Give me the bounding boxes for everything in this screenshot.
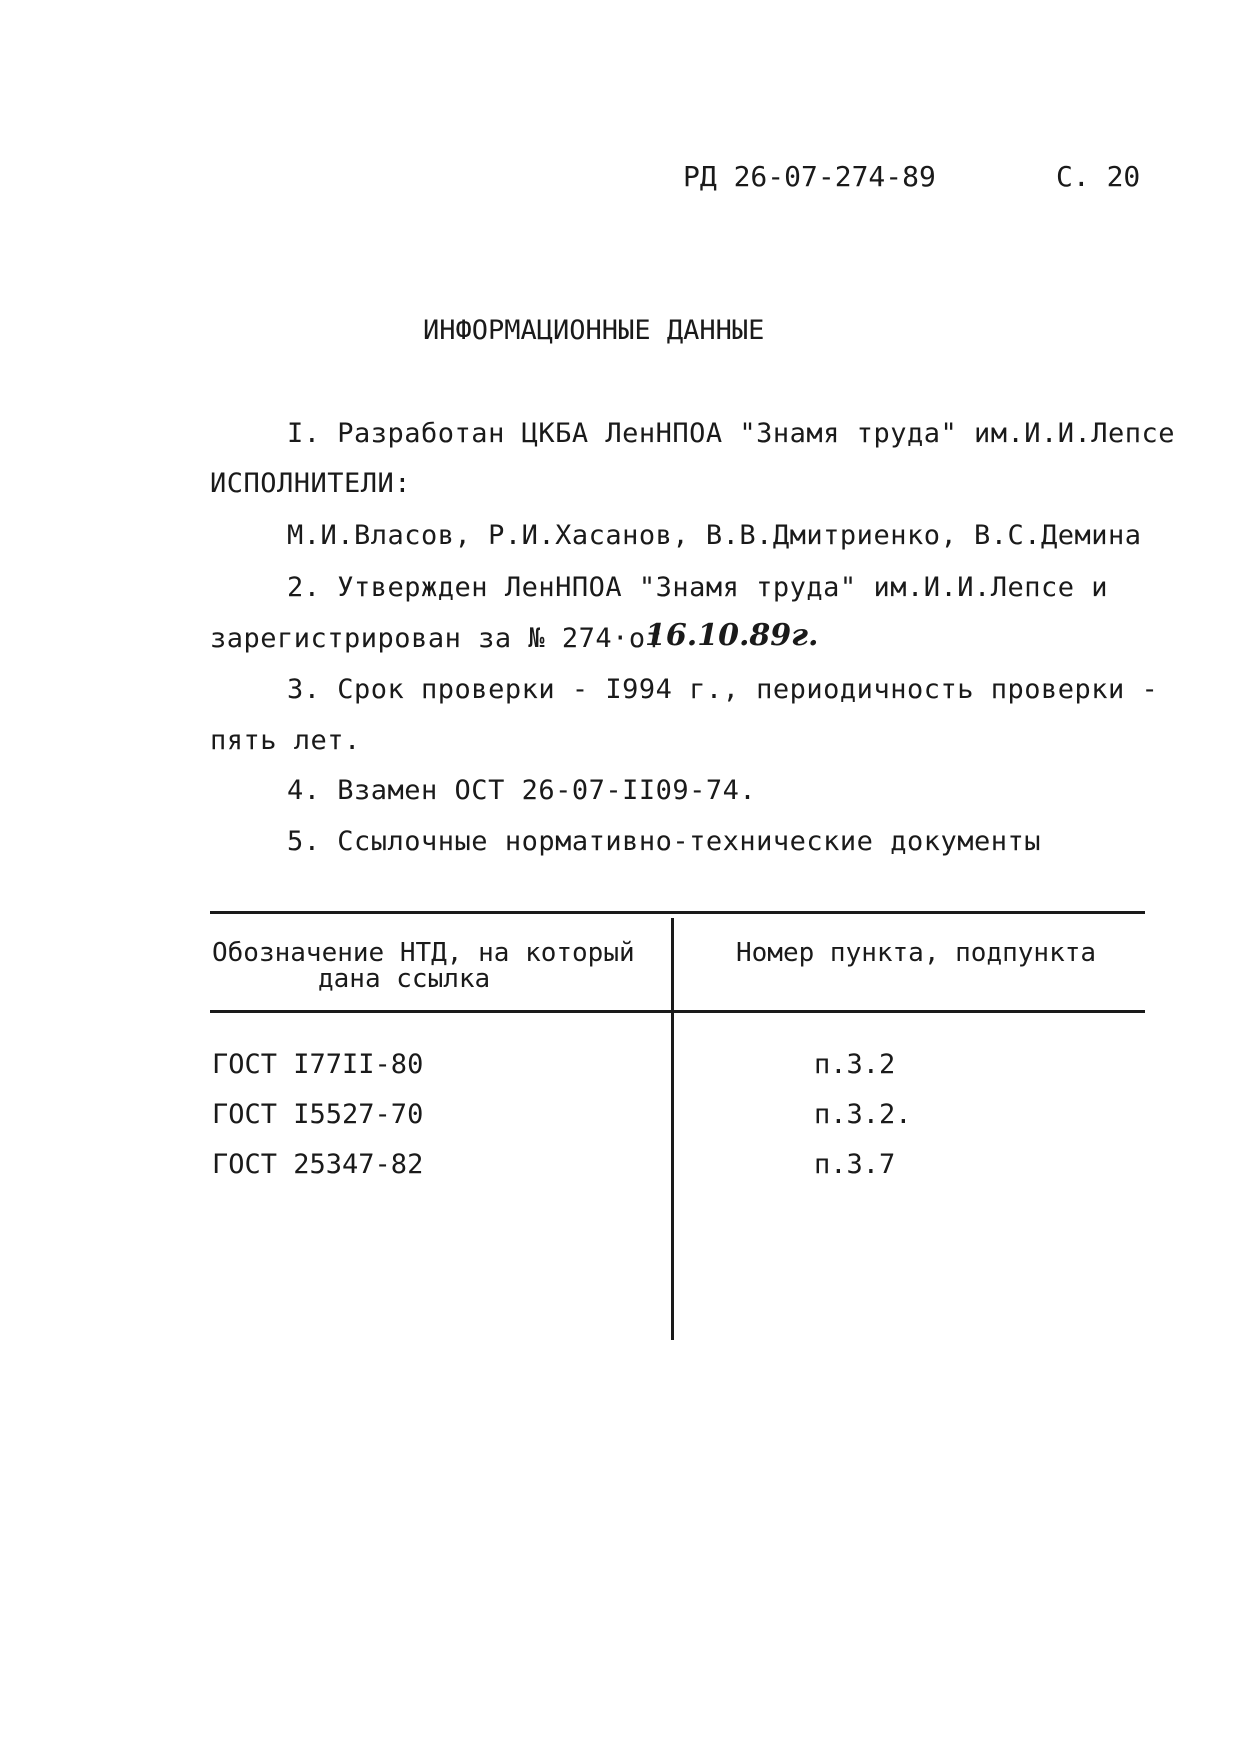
table-row-2-doc: ГОСТ I5527-70: [212, 1099, 424, 1130]
item-3-continuation: пять лет.: [210, 725, 361, 756]
table-row-1-clause: п.3.2: [814, 1049, 896, 1080]
item-3-text: 3. Срок проверки - I994 г., периодичность проверки -: [287, 674, 1159, 705]
item-5-text: 5. Ссылочные нормативно-технические документы: [287, 826, 1041, 857]
col-header-designation-line2: дана ссылка: [318, 964, 491, 994]
col-header-designation-line1: Обозначение НТД, на который: [212, 938, 635, 968]
table-row-1-doc: ГОСТ I77II-80: [212, 1049, 424, 1080]
item-1-text: I. Разработан ЦКБА ЛенНПОА "Знамя труда" им.И.И.Лепсе: [287, 418, 1176, 449]
handwritten-date: 16.10.89г.: [645, 618, 819, 653]
col-header-clause: Номер пункта, подпункта: [736, 938, 1097, 968]
table-column-divider: [671, 918, 674, 1340]
item-2-registration: зарегистрирован за № 274·от: [210, 623, 663, 654]
table-top-rule: [210, 911, 1145, 914]
table-row-2-clause: п.3.2.: [814, 1099, 912, 1130]
performers-list: М.И.Власов, Р.И.Хасанов, В.В.Дмитриенко, В.С.Демина: [287, 520, 1142, 551]
document-code: РД 26-07-274-89: [683, 160, 936, 193]
table-row-3-doc: ГОСТ 25347-82: [212, 1149, 424, 1180]
table-header-rule: [210, 1010, 1145, 1013]
table-row-3-clause: п.3.7: [814, 1149, 896, 1180]
page-title: ИНФОРМАЦИОННЫЕ ДАННЫЕ: [423, 315, 765, 346]
page-number: С. 20: [1056, 160, 1141, 193]
item-4-text: 4. Взамен ОСТ 26-07-II09-74.: [287, 775, 757, 806]
item-2-text: 2. Утвержден ЛенНПОА "Знамя труда" им.И.И.Лепсе и: [287, 572, 1109, 603]
performers-label: ИСПОЛНИТЕЛИ:: [210, 468, 412, 499]
